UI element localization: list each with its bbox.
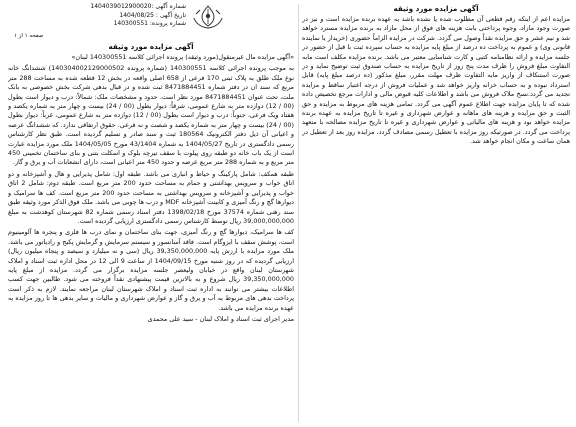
left-column-paragraph-2: طبقه همکف: شامل پارکینگ و حیاط و انباری می باشد. طبقه اول: شامل پذیرایی و هال و آشپزخانه و دو اتاق خواب و سرویس بهداشتی و حمام به مساحت حدود 200 متر مربع است. طبقه دوم: شامل 2 اتاق خواب و پذیرایی و آشپزخانه و سرویس بهداشتی به مساحت حدود 200 متر مربع است. کف ها سرامیک و دیوارها گچ و رنگ آمیزی و کابینت آشپزخانه MDF و درب ها چوبی می باشد. ملک فوق الذکر مورد وثیقه طبق سند رهنی شماره 37574 مورخ 1398/02/18 دفتر اسناد رسمی شماره 82 شهرستان کوهدشت به مبلغ 39,000,000,000 ریال توسط کارشناس رسمی دادگستری ارزیابی گردیده است. [8, 169, 294, 225]
column-divider [298, 4, 299, 422]
judiciary-emblem-icon [190, 4, 226, 30]
notice-meta [90, 3, 186, 29]
file-number: شماره پرونده: 140300551 [113, 20, 186, 27]
right-column-body: مزایده اعم از اینکه رقم قطعی آن مطلوب شده یا نشده باشد به عهده برنده مزایده است و نیز در صورت وجود مازاد، وجوه پرداختی بابت هزینه های فوق از محل مازاد به برنده مزایده مسترد خواهد شد و نیم عشر و حق مزایده نقداً وصول می گردد. شرکت در مزایده الزاماً حضوری (خریدار یا نماینده قانونی وی) و عموم به پرداخت ده درصد از مبلغ پایه مزایده به حساب سپرده ثبت با قبل از حضور در جلسه مزایده و ارائه نظامنامه کتبی و کارت شناسایی معتبر می باشد. برنده مزایده مکلف است مابه التفاوت مبلغ فروش را ظرف مدت پنج روز از تاریخ مزایده به حساب صندوق ثبت توضیح نماید و در صورت استنکاف از واریز مابه التفاوت ظرف مهلت مقرر، مبلغ مذکور (ده درصد مبلغ پایه) قابل استرداد نبوده و به حساب خزانه واریز خواهد شد و عملیات فروش از درجه اعتبار ساقط و مزایده تجدید می گردد.نسخ ملاک فروش می باشد و اطلاعات کلیه قبوض مالی و ادارات مرجع تخصیص داده شده که تا پایان مزایده جهت اطلاع عموم آگهی می گردد. تمامی هزینه های مربوط به مزایده و حق الثبت و حق مزایده و هزینه های ماهانه و عوارض شهرداری و غیره تا تاریخ مزایده به عهده برنده مزایده خواهد بود و هزینه های مالیاتی و عوارض شهرداری و غیره تا تاریخ مزایده مصالحه با متعهد پرداخت می گردد. در صورتیکه روز مزایده با تعطیل رسمی مصادف گردد، مزایده روز بعد از تعطیل در همان ساعت و مکان انجام خواهد شد. [302, 15, 570, 146]
left-column-paragraph-3: کف ها سرامیک، دیوارها گچ و رنگ آمیزی، جهت بنای ساختمان و نمای درب ها فلزی و پنجره ها آلومینیوم است، پوشش سقف با ایزوگام است. فاقد آسانسور و سیستم سرمایش و گرمایش پکیج و رادیاتور می باشد. ملک مورد مزایده با ارزش پایه 39,350,000,000 ریال (سی و نه میلیارد و سیصد و پنجاه میلیون ریال) ارزیابی گردیده که در روز شنبه مورخ 1404/09/15 از ساعت 9 الی 12 در محل اداره ثبت اسناد و املاک شهرستان لبنان واقع در خیابان ولیعصر جلسه مزایده برگزار می گردد. مزایده از مبلغ پایه 39,350,000,000 ریال شروع و به بالاترین قیمت پیشنهادی نقداً فروخته می شود. طالبین جهت کسب اطلاعات بیشتر می توانند به اداره ثبت اسناد و املاک شهرستان لبنان مراجعه نمایند. لازم به ذکر است پرداخت بدهی های مربوط به آب و برق و گاز و عوارض شهرداری و مالیات و سایر بدهی ها تا روز مزایده به عهده برنده مزایده می باشد. [8, 228, 294, 312]
right-column [302, 4, 570, 424]
notice-number: شماره آگهی :1404039012900020 [90, 3, 186, 10]
notice-date: تاریخ آگهی : 1404/08/25 [119, 11, 186, 19]
page-number: صفحه ۱ از ۱ [14, 33, 44, 39]
right-column-title: آگهی مزایده مورد وثیقه [393, 4, 479, 13]
left-column-paragraph-1: به موجب پرونده اجرائی کلاسه 140300551 (شماره پرونده 140304002129000502) ششدانگ خانه نوع ملک طلق به پلاک ثبتی 170 فرعی از 658 اصلی واقعه در بخش 12 قطعه شده به مساحت 288 متر مربع که سند ان در دفتر شماره 8471884451 ثبت شده و در قبال بدهی شرکت بخش خصوصی به بانک ملت، تحت عنوان 8471884451 مورد نظر است. حدود و مشخصات ملک: شمالاً: درب و دیوار است بطول (00 / 12) دوازده متر به شارع عمومی، شرقاً: دیوار بطول (00 / 24) بیست و چهار متر به شماره یکصد و هفتاد ویک فرعی، جنوباً: درب و دیوار است بطول (00 / 12) دوازده متر به شارع عمومی، غرباً: دیوار بطول (00 / 24) بیست و چهار متر به شماره یکصد و شصت و نه فرعی. حقوق ارتفاقی ندارد. که ششدانگ عرصه و اعیانی آن ذیل دفتر الکترونیک 180564 ثبت و سند صادر و تسلیم گردیده است. طبق نظر کارشناس رسمی دادگستری در تاریخ 1404/05/27 به شماره 43/1404 مورخ 1404/05/05 ملک مورد مزایده عبارت است از یک باب خانه دو طبقه روی پیلوت با سقف تیرچه بلوک و اسکلت بتنی و بنای ساختمان تخمینی 450 متر مربع و به شماره 288 متر مربع عرصه و حدود 450 متر اعیانی است، دارای انشعابات آب و برق و گاز. [8, 64, 294, 167]
left-column [8, 42, 294, 422]
left-column-footer: مدیر اجرای ثبت اسناد و املاک لبنان - سید علی محمدی [147, 314, 294, 323]
left-column-subtitle: «آگهی مزایده مال غیرمنقول(مورد وثیقه) پرونده اجرائی کلاسه 140300551 لبنان» [71, 53, 294, 61]
left-column-title: آگهی مزایده مورد وثیقه [108, 42, 194, 51]
